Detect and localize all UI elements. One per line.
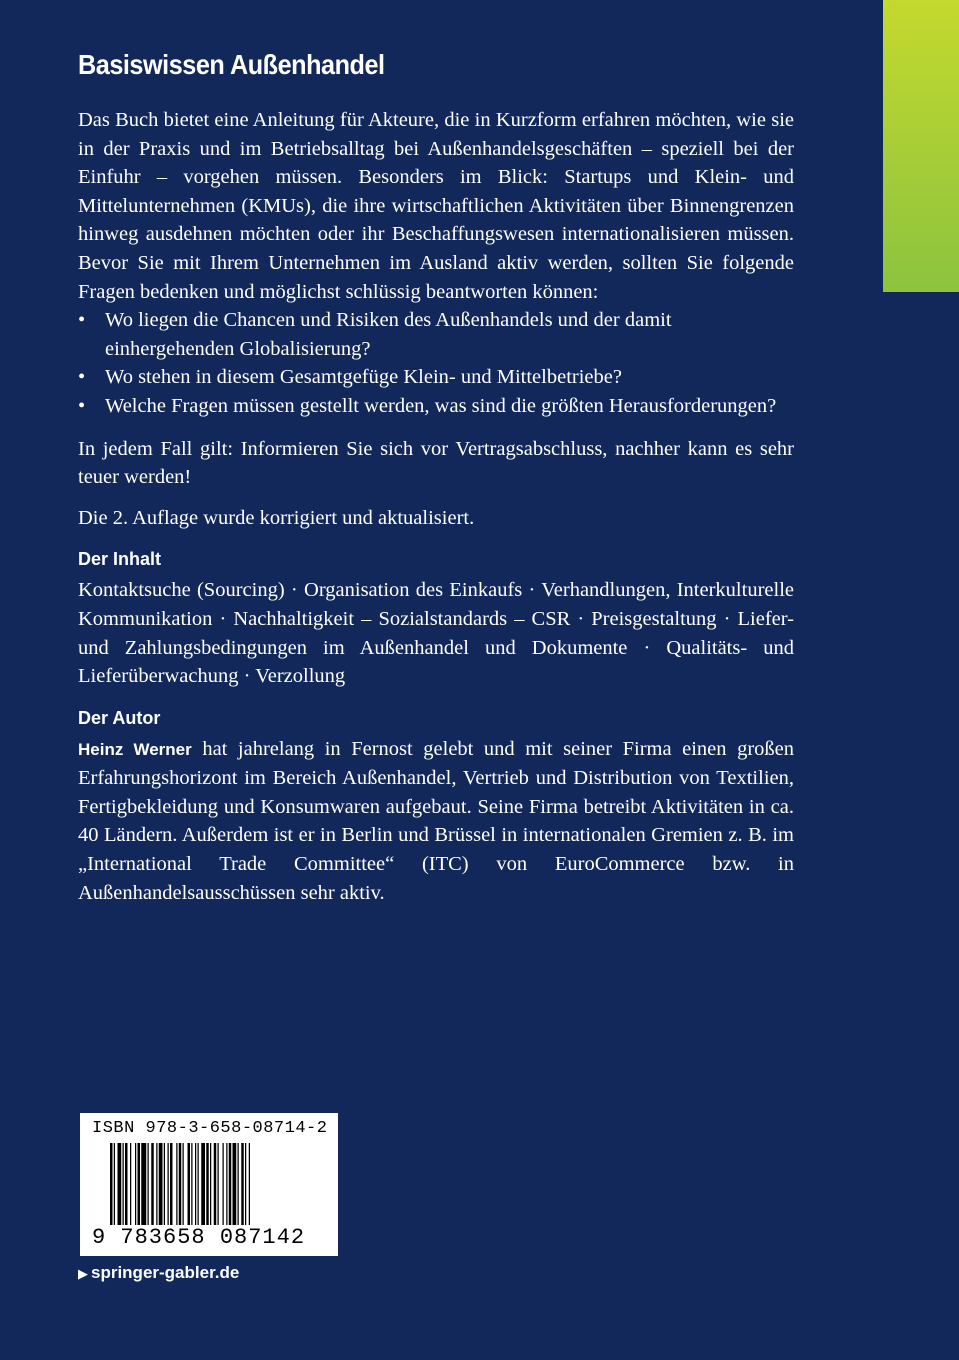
barcode-bar	[125, 1143, 128, 1225]
barcode-bar	[245, 1143, 246, 1225]
barcode-bar	[191, 1143, 192, 1225]
barcode-bar	[249, 1143, 250, 1225]
barcode-bar	[110, 1143, 113, 1225]
barcode-bar	[183, 1143, 184, 1225]
book-title: Basiswissen Außenhandel	[78, 49, 385, 80]
barcode-bar	[223, 1143, 224, 1225]
barcode-bar	[156, 1143, 157, 1225]
barcode-bar	[179, 1143, 182, 1225]
barcode-bar	[241, 1143, 244, 1225]
author-bio	[78, 735, 794, 908]
barcode-bar	[141, 1143, 146, 1225]
barcode-bars	[110, 1143, 315, 1225]
back-cover-text	[78, 46, 794, 907]
intro-paragraph: Das Buch bietet eine Anleitung für Akteure, die in Kurzform erfahren möchten, wie sie in der Praxis und im Betriebsalltag bei Außenhandelsgeschäften – speziell bei der Einfuhr – vorgehen müssen. Besonders im Blick: Startups und Klein- und Mittelunternehmen (KMUs), die ihre wirtschaftlichen Aktivitäten über Binnengrenzen hinweg ausdehnen möchten oder ihr Beschaffungswesen internationalisieren müssen. Bevor Sie mit Ihrem Unternehmen im Ausland aktiv werden, sollten Sie folgende Fragen bedenken und möglichst schlüssig beantworten können:	[78, 109, 794, 303]
barcode-bar	[233, 1143, 237, 1225]
isbn-barcode	[80, 1113, 338, 1256]
contents-heading: Der Inhalt	[78, 549, 162, 570]
barcode-bar	[201, 1143, 205, 1225]
list-item: • Wo stehen in diesem Gesamtgefüge Klein- und Mittelbetriebe?	[78, 363, 794, 392]
barcode-bar	[164, 1143, 165, 1225]
barcode-bar	[148, 1143, 149, 1225]
barcode-bar	[226, 1143, 227, 1225]
barcode-bar	[229, 1143, 232, 1225]
play-arrow-icon: ▶	[78, 1266, 88, 1281]
author-heading: Der Autor	[78, 707, 161, 728]
barcode-bar	[135, 1143, 136, 1225]
barcode-bar	[218, 1143, 219, 1225]
website-label: springer-gabler.de	[91, 1263, 240, 1282]
list-item: • Wo liegen die Chancen und Risiken des Außenhandels und der damit einhergehenden Globalisierung?	[78, 306, 794, 363]
barcode-bar	[198, 1143, 199, 1225]
barcode-bar	[214, 1143, 217, 1225]
isbn-label: ISBN 978-3-658-08714-2	[92, 1119, 328, 1138]
ean-digits: 9 783658 087142	[92, 1225, 306, 1250]
barcode-bar	[188, 1143, 191, 1225]
list-item: • Welche Fragen müssen gestellt werden, was sind die größten Herausforderungen?	[78, 392, 794, 421]
barcode-bar	[168, 1143, 169, 1225]
barcode-bar	[170, 1143, 173, 1225]
barcode-bar	[195, 1143, 196, 1225]
advice-paragraph: In jedem Fall gilt: Informieren Sie sich vor Vertragsabschluss, nachher kann es sehr teuer werden!	[78, 437, 794, 489]
barcode-bar	[114, 1143, 115, 1225]
author-name: Heinz Werner	[78, 739, 192, 759]
barcode-bar	[123, 1143, 124, 1225]
barcode-bar	[210, 1143, 211, 1225]
barcode-bar	[238, 1143, 239, 1225]
edition-note: Die 2. Auflage wurde korrigiert und aktualisiert.	[78, 506, 475, 529]
barcode-bar	[159, 1143, 163, 1225]
barcode-bar	[151, 1143, 154, 1225]
barcode-bar	[130, 1143, 131, 1225]
barcode-bar	[206, 1143, 209, 1225]
barcode-bar	[118, 1143, 122, 1225]
question-list	[78, 306, 794, 420]
barcode-bar	[138, 1143, 141, 1225]
barcode-bar	[176, 1143, 177, 1225]
accent-color-bar	[883, 0, 959, 292]
publisher-website[interactable]	[78, 1262, 239, 1285]
author-bio-text: hat jahrelang in Fernost gelebt und mit seiner Firma einen großen Erfahrungshorizont im Bereich Außenhandel, Vertrieb und Distribution von Textilien, Fertigbekleidung und Konsumwaren aufgebaut. Seine Firma betreibt Aktivitäten in ca. 40 Ländern. Außerdem ist er in Berlin und Brüssel in internationalen Gremien z. B. im „International Trade Committee“ (ITC) von EuroCommerce bzw. in Außenhandelsausschüssen sehr aktiv.	[78, 737, 795, 904]
contents-text: Kontaktsuche (Sourcing) · Organisation des Einkaufs · Verhandlungen, Interkulturelle Kommunikation · Nachhaltigkeit – Sozialstandards – CSR · Preisgestaltung · Liefer- und Zahlungsbedingungen im Außenhandel und Dokumente · Qualitäts- und Lieferüberwachung · Verzollung	[78, 579, 794, 688]
